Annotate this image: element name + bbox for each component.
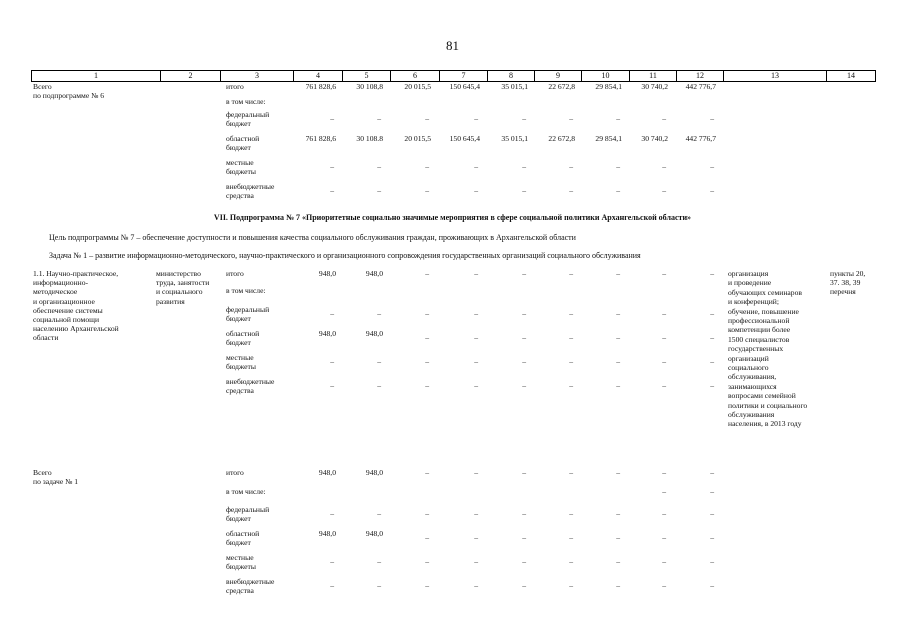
value-cell: 29 854,1 [595,82,622,91]
value-cell: – [616,309,620,318]
column-header-8: 8 [487,70,534,82]
value-cell: – [710,186,714,195]
value-cell: – [474,381,478,390]
section-title: VII. Подпрограмма № 7 «Приоритетные социально значимые мероприятия в сфере социальной политики Архангельской области» [213,213,692,222]
row-label: в том числе: [226,286,266,295]
value-cell: – [569,114,573,123]
row-label: бюджеты [226,167,256,177]
value-cell: – [377,357,381,366]
value-cell: – [662,487,666,496]
value-cell: – [330,357,334,366]
value-cell: – [474,333,478,342]
column-header-1: 1 [31,70,160,82]
result-text: государственных [728,344,784,354]
column-header-10: 10 [581,70,629,82]
result-text: организаций [728,353,769,363]
value-cell: – [662,468,666,477]
row-label: средства [226,386,254,396]
value-cell: – [710,468,714,477]
value-cell: – [616,381,620,390]
value-cell: – [616,468,620,477]
row-label: федеральный [226,110,270,119]
result-text: обучение, повышение [728,306,799,316]
executor-label: развития [156,296,185,306]
row-label: бюджет [226,538,251,548]
value-cell: – [425,114,429,123]
value-cell: – [569,557,573,566]
value-cell: – [616,533,620,542]
value-cell: – [474,533,478,542]
block3-label: Всего [33,468,52,477]
row-label: областной [226,329,260,338]
value-cell: 948,0 [318,529,336,538]
value-cell: – [330,309,334,318]
value-cell: – [522,333,526,342]
activity-label: методическое [33,287,78,297]
value-cell: – [522,468,526,477]
row-label: бюджет [226,514,251,524]
value-cell: – [710,509,714,518]
value-cell: – [569,162,573,171]
value-cell: – [425,557,429,566]
value-cell: – [616,509,620,518]
value-cell: – [425,186,429,195]
result-text: организация [728,269,769,278]
result-text: политики и социального [728,400,808,410]
value-cell: – [710,487,714,496]
points-ref: 37. 38, 39 [830,278,861,288]
value-cell: – [425,333,429,342]
value-cell: – [662,333,666,342]
column-header-9: 9 [534,70,581,82]
value-cell: – [425,357,429,366]
result-text: занимающихся [728,381,777,391]
row-label: областной [226,529,260,538]
activity-label: области [33,333,59,343]
value-cell: – [474,309,478,318]
row-label: местные [226,353,254,362]
row-label: средства [226,586,254,596]
result-text: социального [728,363,769,372]
value-cell: – [522,533,526,542]
value-cell: – [662,533,666,542]
value-cell: – [569,381,573,390]
value-cell: – [662,581,666,590]
value-cell: – [474,162,478,171]
executor-label: труда, занятости [156,278,210,288]
row-label: местные [226,158,254,167]
column-header-row [31,70,876,82]
value-cell: – [662,357,666,366]
value-cell: 150 645,4 [449,134,480,143]
row-label: бюджет [226,119,251,129]
value-cell: 30 740,2 [641,134,668,143]
value-cell: – [569,533,573,542]
activity-label: обеспечение системы [33,305,103,315]
value-cell: 30 108.8 [356,134,383,143]
row-label: бюджеты [226,362,256,372]
value-cell: – [474,509,478,518]
result-text: населения, в 2013 году [728,419,802,429]
value-cell: 948,0 [318,269,336,278]
row-label: бюджет [226,338,251,348]
value-cell: – [662,509,666,518]
value-cell: – [474,186,478,195]
column-header-7: 7 [439,70,487,82]
row-label: бюджеты [226,562,256,572]
block1-label: Всего [33,82,52,91]
value-cell: – [377,309,381,318]
row-label: федеральный [226,505,270,514]
column-header-3: 3 [220,70,293,82]
value-cell: 442 776,7 [685,134,716,143]
column-header-14: 14 [826,70,876,82]
row-label: бюджет [226,314,251,324]
value-cell: – [330,162,334,171]
activity-label: 1.1. Научно-практическое, [33,269,119,278]
value-cell: – [522,509,526,518]
value-cell: – [569,333,573,342]
value-cell: 761 828,6 [305,134,336,143]
column-header-6: 6 [390,70,439,82]
value-cell: – [662,186,666,195]
row-label: федеральный [226,305,270,314]
value-cell: – [569,309,573,318]
value-cell: – [522,309,526,318]
value-cell: 29 854,1 [595,134,622,143]
value-cell: – [710,309,714,318]
value-cell: 948,0 [365,529,383,538]
executor-label: и социального [156,287,203,297]
value-cell: – [710,269,714,278]
value-cell: 948,0 [365,329,383,338]
page-number: 81 [446,38,459,53]
value-cell: – [377,186,381,195]
value-cell: – [710,162,714,171]
value-cell: – [616,357,620,366]
value-cell: 20 015,5 [404,134,431,143]
value-cell: – [569,581,573,590]
row-label: в том числе: [226,97,266,106]
column-header-12: 12 [676,70,723,82]
task-text: Задача № 1 – развитие информационно-методического, научно-практического и организационного сопровождения государственных организаций социального обслуживания [49,251,641,260]
value-cell: – [474,581,478,590]
value-cell: – [710,533,714,542]
value-cell: – [330,509,334,518]
row-label: средства [226,191,254,201]
activity-label: информационно- [33,278,89,288]
result-text: вопросами семейной [728,391,796,401]
value-cell: 30 108,8 [356,82,383,91]
value-cell: – [616,162,620,171]
value-cell: – [569,468,573,477]
row-label: внебюджетные [226,577,275,586]
value-cell: 948,0 [318,468,336,477]
value-cell: 30 740,2 [641,82,668,91]
value-cell: – [425,269,429,278]
block1-label: по подпрограмме № 6 [33,91,105,101]
value-cell: – [377,114,381,123]
value-cell: – [569,509,573,518]
value-cell: – [569,357,573,366]
value-cell: – [616,269,620,278]
value-cell: 948,0 [318,329,336,338]
value-cell: – [425,162,429,171]
value-cell: 35 015,1 [501,134,528,143]
activity-label: социальной помощи [33,315,100,324]
value-cell: – [710,357,714,366]
activity-label: и организационное [33,296,95,306]
value-cell: – [616,557,620,566]
value-cell: – [662,309,666,318]
column-header-5: 5 [342,70,390,82]
row-label: итого [226,468,244,477]
value-cell: – [616,581,620,590]
value-cell: – [425,509,429,518]
value-cell: 948,0 [365,269,383,278]
result-text: профессиональной [728,316,790,325]
result-text: и проведение [728,278,772,288]
value-cell: – [425,533,429,542]
activity-label: населению Архангельской [33,324,119,334]
value-cell: – [710,381,714,390]
value-cell: – [522,557,526,566]
value-cell: – [425,468,429,477]
column-header-13: 13 [723,70,826,82]
value-cell: – [425,581,429,590]
value-cell: 35 015,1 [501,82,528,91]
result-text: и конференций; [728,297,779,307]
value-cell: – [522,162,526,171]
value-cell: – [377,162,381,171]
value-cell: – [710,333,714,342]
value-cell: – [662,269,666,278]
value-cell: – [474,114,478,123]
value-cell: 442 776,7 [685,82,716,91]
value-cell: – [330,186,334,195]
value-cell: – [377,581,381,590]
value-cell: 948,0 [365,468,383,477]
value-cell: – [474,357,478,366]
value-cell: – [662,114,666,123]
row-label: местные [226,553,254,562]
value-cell: – [474,557,478,566]
result-text: обучающих семинаров [728,287,802,297]
result-text: обслуживания, [728,372,777,382]
value-cell: – [474,468,478,477]
value-cell: – [616,186,620,195]
value-cell: – [377,557,381,566]
row-label: итого [226,82,244,91]
value-cell: 761 828,6 [305,82,336,91]
row-label: итого [226,269,244,278]
row-label: в том числе: [226,487,266,496]
value-cell: 20 015,5 [404,82,431,91]
value-cell: – [377,509,381,518]
row-label: внебюджетные [226,182,275,191]
value-cell: – [710,581,714,590]
value-cell: – [569,186,573,195]
value-cell: – [569,269,573,278]
result-text: компетенции более [728,325,791,335]
value-cell: – [330,381,334,390]
row-label: областной [226,134,260,143]
value-cell: – [425,381,429,390]
result-text: 1500 специалистов [728,334,790,344]
value-cell: – [662,557,666,566]
value-cell: 22 672,8 [548,134,575,143]
value-cell: – [662,162,666,171]
value-cell: – [330,581,334,590]
block3-label: по задаче № 1 [33,477,79,487]
result-text: обслуживания [728,410,775,419]
value-cell: 22 672,8 [548,82,575,91]
goal-text: Цель подпрограммы № 7 – обеспечение доступности и повышения качества социального обслуживания граждан, проживающих в Архангельской области [49,233,576,242]
column-header-11: 11 [629,70,676,82]
value-cell: – [330,114,334,123]
value-cell: – [522,114,526,123]
executor-label: министерство [156,269,201,278]
value-cell: – [474,269,478,278]
value-cell: – [616,333,620,342]
value-cell: – [522,357,526,366]
value-cell: – [710,114,714,123]
value-cell: – [330,557,334,566]
column-header-4: 4 [293,70,342,82]
value-cell: – [377,381,381,390]
points-ref: перечня [830,287,856,297]
points-ref: пункты 20, [830,269,866,278]
value-cell: – [522,269,526,278]
row-label: внебюджетные [226,377,275,386]
value-cell: 150 645,4 [449,82,480,91]
value-cell: – [425,309,429,318]
value-cell: – [662,381,666,390]
row-label: бюджет [226,143,251,153]
value-cell: – [522,581,526,590]
value-cell: – [616,114,620,123]
value-cell: – [522,186,526,195]
value-cell: – [522,381,526,390]
value-cell: – [710,557,714,566]
column-header-2: 2 [160,70,220,82]
